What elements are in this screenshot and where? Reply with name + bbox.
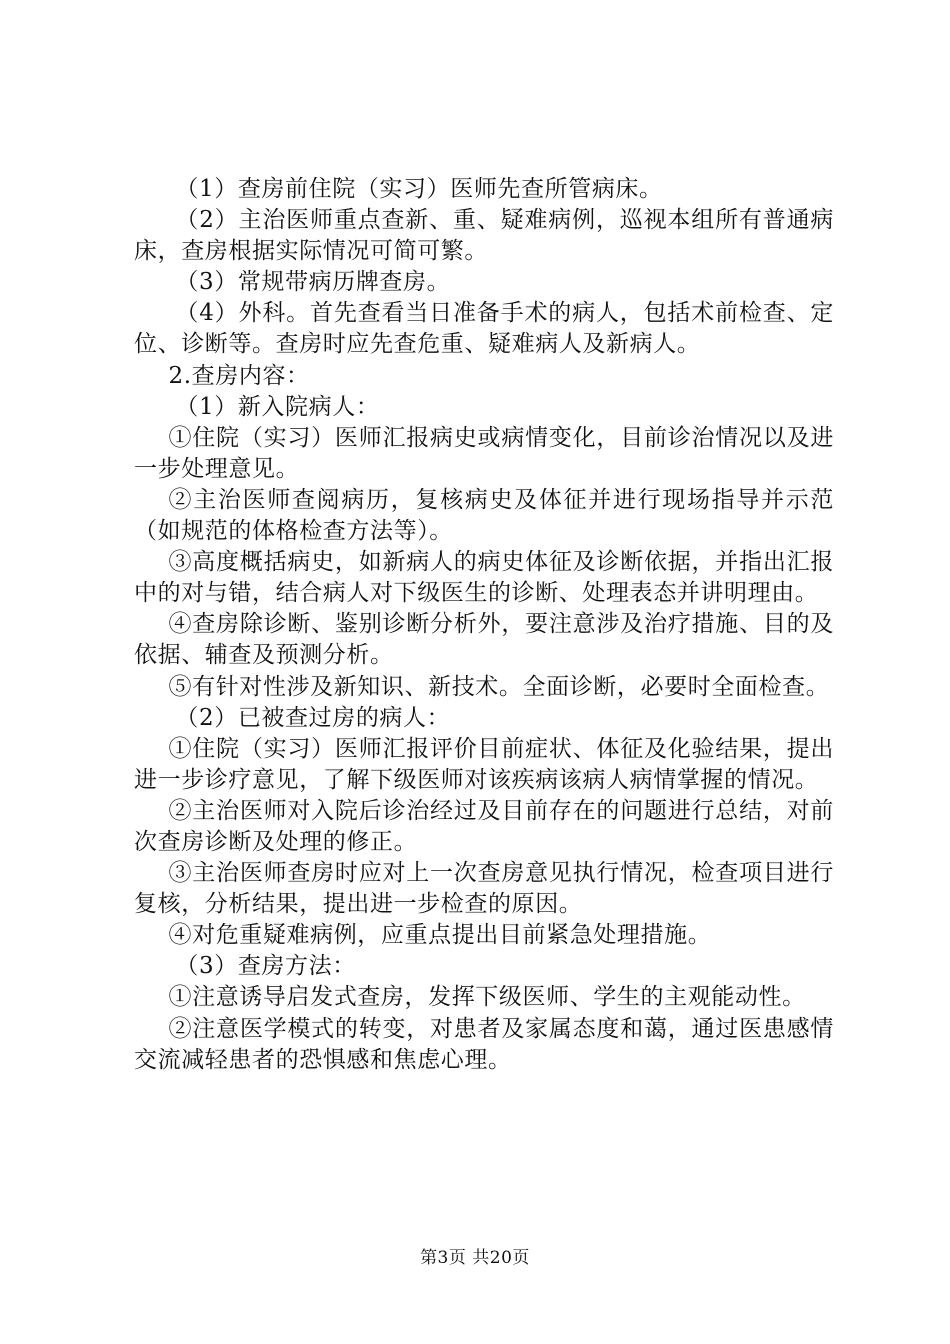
paragraph: ①住院（实习）医师汇报病史或病情变化，目前诊治情况以及进一步处理意见。 (134, 424, 834, 482)
section-heading: 2.查房内容： (168, 362, 310, 389)
paragraph: ①注意诱导启发式查房，发挥下级医师、学生的主观能动性。 (168, 984, 806, 1011)
page-number-footer: 第3页 共20页 (420, 1248, 530, 1268)
subsection-heading: （3）查房方法： (175, 953, 356, 980)
subsection-heading: （2）已被查过房的病人： (175, 704, 451, 731)
paragraph: ①住院（实习）医师汇报评价目前症状、体征及化验结果，提出进一步诊疗意见，了解下级医师对该疾病该病人病情掌握的情况。 (134, 735, 834, 793)
paragraph: （1）查房前住院（实习）医师先查所管病床。 (175, 176, 663, 202)
paragraph: ④对危重疑难病例，应重点提出目前紧急处理措施。 (168, 922, 712, 949)
paragraph: （4）外科。首先查看当日准备手术的病人，包括术前检查、定位、诊断等。查房时应先查危重、疑难病人及新病人。 (134, 300, 834, 358)
paragraph: ④查房除诊断、鉴别诊断分析外，要注意涉及治疗措施、目的及依据、辅查及预测分析。 (134, 611, 834, 669)
paragraph: ②注意医学模式的转变，对患者及家属态度和蔼，通过医患感情交流减轻患者的恐惧感和焦虑心理。 (134, 1015, 834, 1073)
paragraph: （2）主治医师重点查新、重、疑难病例，巡视本组所有普通病床，查房根据实际情况可简可繁。 (134, 207, 834, 265)
paragraph: （3）常规带病历牌查房。 (175, 269, 451, 296)
paragraph: ③主治医师查房时应对上一次查房意见执行情况，检查项目进行复核，分析结果，提出进一步检查的原因。 (134, 860, 834, 918)
paragraph: ⑤有针对性涉及新知识、新技术。全面诊断，必要时全面检查。 (168, 673, 830, 700)
subsection-heading: （1）新入院病人： (175, 393, 380, 420)
document-body (134, 174, 834, 1076)
paragraph: ③高度概括病史，如新病人的病史体征及诊断依据，并指出汇报中的对与错，结合病人对下级医生的诊断、处理表态并讲明理由。 (134, 549, 834, 607)
paragraph: ②主治医师查阅病历，复核病史及体征并进行现场指导并示范（如规范的体格检查方法等）。 (134, 486, 834, 545)
paragraph: ②主治医师对入院后诊治经过及目前存在的问题进行总结，对前次查房诊断及处理的修正。 (134, 797, 834, 855)
